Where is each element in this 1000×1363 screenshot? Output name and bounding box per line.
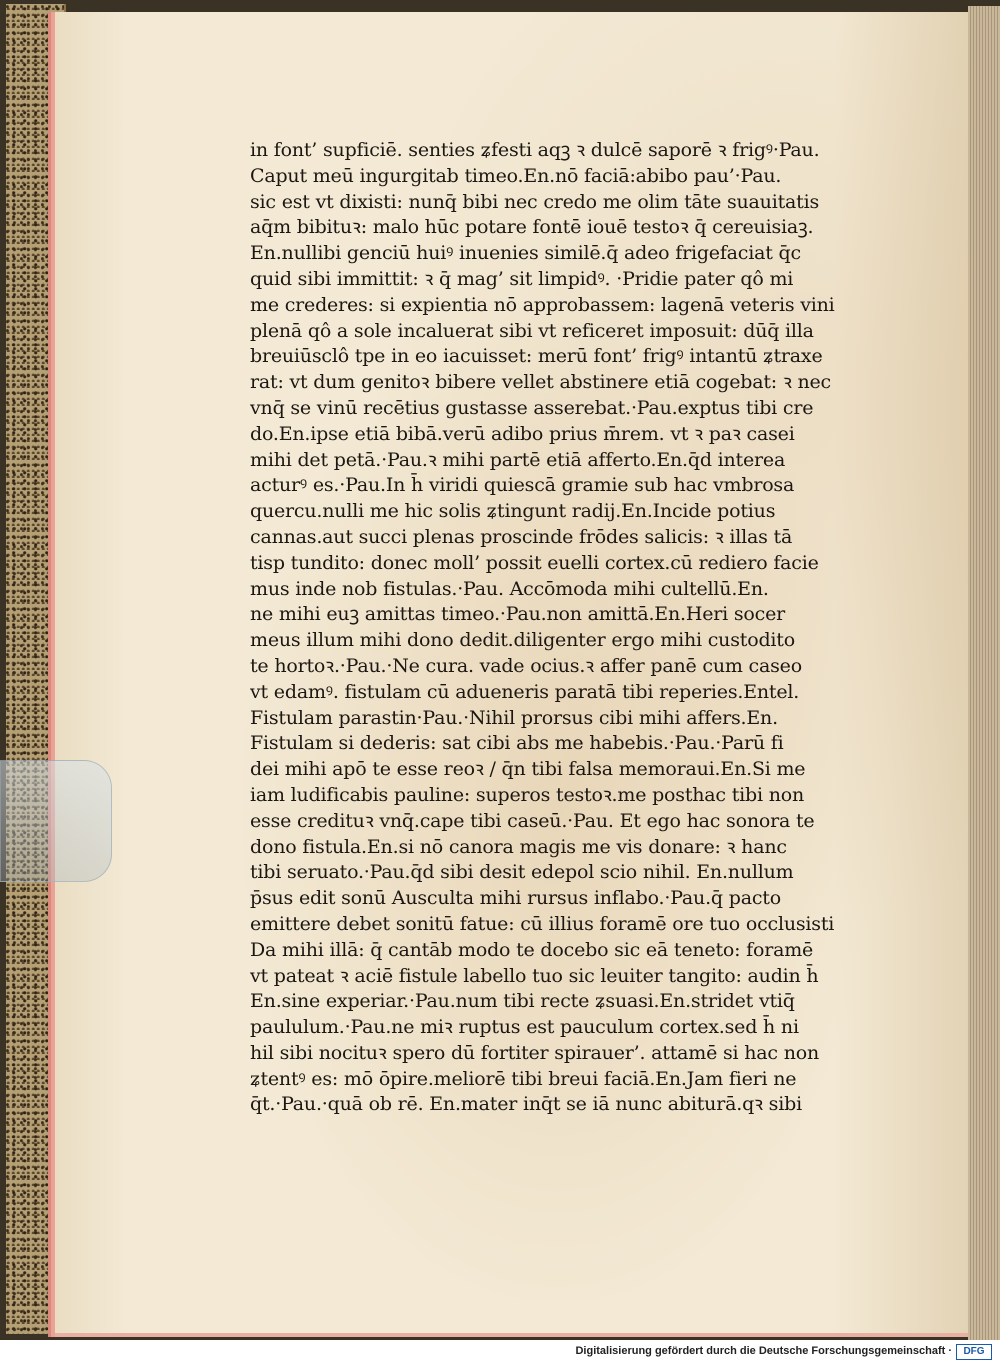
text-line: plenā qô a sole incaluerat sibi vt reficeret imposuit: dūq̄ illa <box>250 319 814 342</box>
text-line: En.sine experiar.·Pau.num tibi recte ʑsuasi.En.stridet vtiq̄ <box>250 990 795 1013</box>
text-line: tibi seruato.·Pau.q̄d sibi desit edepol scio nihil. En.nullum <box>250 861 794 884</box>
text-line: esse credituꝛ vnq̄.cape tibi caseū.·Pau. Et ego hac sonora te <box>250 809 815 832</box>
text-line: dei mihi apō te esse reoꝛ / q̄n tibi falsa memoraui.En.Si me <box>250 758 806 781</box>
text-line: Fistulam parastin·Pau.·Nihil prorsus cibi mihi affers.En. <box>250 706 778 729</box>
text-line: Caput meū ingurgitab timeo.En.nō faciā:abibo pau’·Pau. <box>250 164 782 187</box>
text-line: hil sibi nocituꝛ spero dū fortiter spirauer’. attamē si hac non <box>250 1041 820 1064</box>
text-line: in font’ supficiē. senties ʑfesti aqꝫ ꝛ dulcē saporē ꝛ frigꝰ·Pau. <box>250 139 820 161</box>
text-line: me crederes: si expientia nō approbassem: lagenā veteris vini <box>250 293 835 316</box>
text-line: cannas.aut succi plenas proscinde frōdes salicis: ꝛ illas tā <box>250 525 793 548</box>
text-line: ʑtentꝰ es: mō ōpire.meliorē tibi breui faciā.En.Jam fieri ne <box>250 1067 797 1090</box>
text-line: sic est vt dixisti: nunq̄ bibi nec credo me olim tāte suauitatis <box>250 190 820 213</box>
text-line: dono fistula.En.si nō canora magis me vis donare: ꝛ hanc <box>250 835 787 858</box>
digitization-footer <box>0 1340 1000 1363</box>
text-line: acturꝰ es.·Pau.In h̄ viridi quiescā gramie sub hac vmbrosa <box>250 474 795 497</box>
text-line: paululum.·Pau.ne miꝛ ruptus est pauculum cortex.sed h̄ ni <box>250 1016 799 1039</box>
text-line: do.En.ipse etiā bibā.verū adibo prius m̄rem. vt ꝛ paꝛ casei <box>250 422 795 445</box>
text-line: quid sibi immittit: ꝛ q̄ mag’ sit limpidꝰ. ·Pridie pater qô mi <box>250 267 794 290</box>
dfg-logo: DFG <box>956 1344 992 1360</box>
text-line: Da mihi illā: q̄ cantāb modo te docebo sic eā teneto: foramē <box>250 938 814 961</box>
text-line: aq̄m bibituꝛ: malo hūc potare fontē iouē testoꝛ q̄ cereuisiaꝫ. <box>250 216 814 239</box>
text-line: vnq̄ se vinū recētius gustasse asserebat.·Pau.exptus tibi cre <box>250 396 814 419</box>
text-line: q̄t.·Pau.·quā ob rē. En.mater inq̄t se iā nunc abiturā.qꝛ sibi <box>250 1093 802 1116</box>
text-line: quercu.nulli me hic solis ʑtingunt radij.En.Incide potius <box>250 500 776 523</box>
glass-clip <box>0 760 112 882</box>
text-line: mus inde nob fistulas.·Pau. Accōmoda mihi cultellū.En. <box>250 577 769 600</box>
text-line: ne mihi euꝫ amittas timeo.·Pau.non amittā.En.Heri socer <box>250 603 786 626</box>
text-line: te hortoꝛ.·Pau.·Ne cura. vade ocius.ꝛ affer panē cum caseo <box>250 654 802 677</box>
text-line: emittere debet sonitū fatue: cū illius foramē ore tuo occlusisti <box>250 912 835 935</box>
text-line: tisp tundito: donec moll’ possit euelli cortex.cū rediero facie <box>250 551 819 574</box>
text-line: rat: vt dum genitoꝛ bibere vellet abstinere etiā cogebat: ꝛ nec <box>250 371 831 394</box>
page-fore-edge <box>968 6 1000 1340</box>
printed-text-block <box>250 138 910 1118</box>
text-line: mihi det petā.·Pau.ꝛ mihi partē etiā afferto.En.q̄d interea <box>250 448 786 471</box>
text-line: p̄sus edit sonū Ausculta mihi rursus inflabo.·Pau.q̄ pacto <box>250 887 781 910</box>
text-line: meus illum mihi dono dedit.diligenter ergo mihi custodito <box>250 629 795 652</box>
text-line: vt pateat ꝛ aciē fistule labello tuo sic leuiter tangito: audin h̄ <box>250 964 819 987</box>
text-line: iam ludificabis pauline: superos testoꝛ.me posthac tibi non <box>250 783 805 806</box>
text-line: Fistulam si dederis: sat cibi abs me habebis.·Pau.·Parū fi <box>250 732 784 755</box>
text-line: En.nullibi genciū huiꝰ inuenies similē.q̄ adeo frigefaciat q̄c <box>250 242 801 265</box>
text-line: breuiūsclô tpe in eo iacuisset: merū font’ frigꝰ intantū ʑtraxe <box>250 345 823 368</box>
footer-credit: Digitalisierung gefördert durch die Deutsche Forschungsgemeinschaft · <box>575 1345 952 1357</box>
text-line: vt edamꝰ. fistulam cū adueneris paratā tibi reperies.Entel. <box>250 680 800 703</box>
